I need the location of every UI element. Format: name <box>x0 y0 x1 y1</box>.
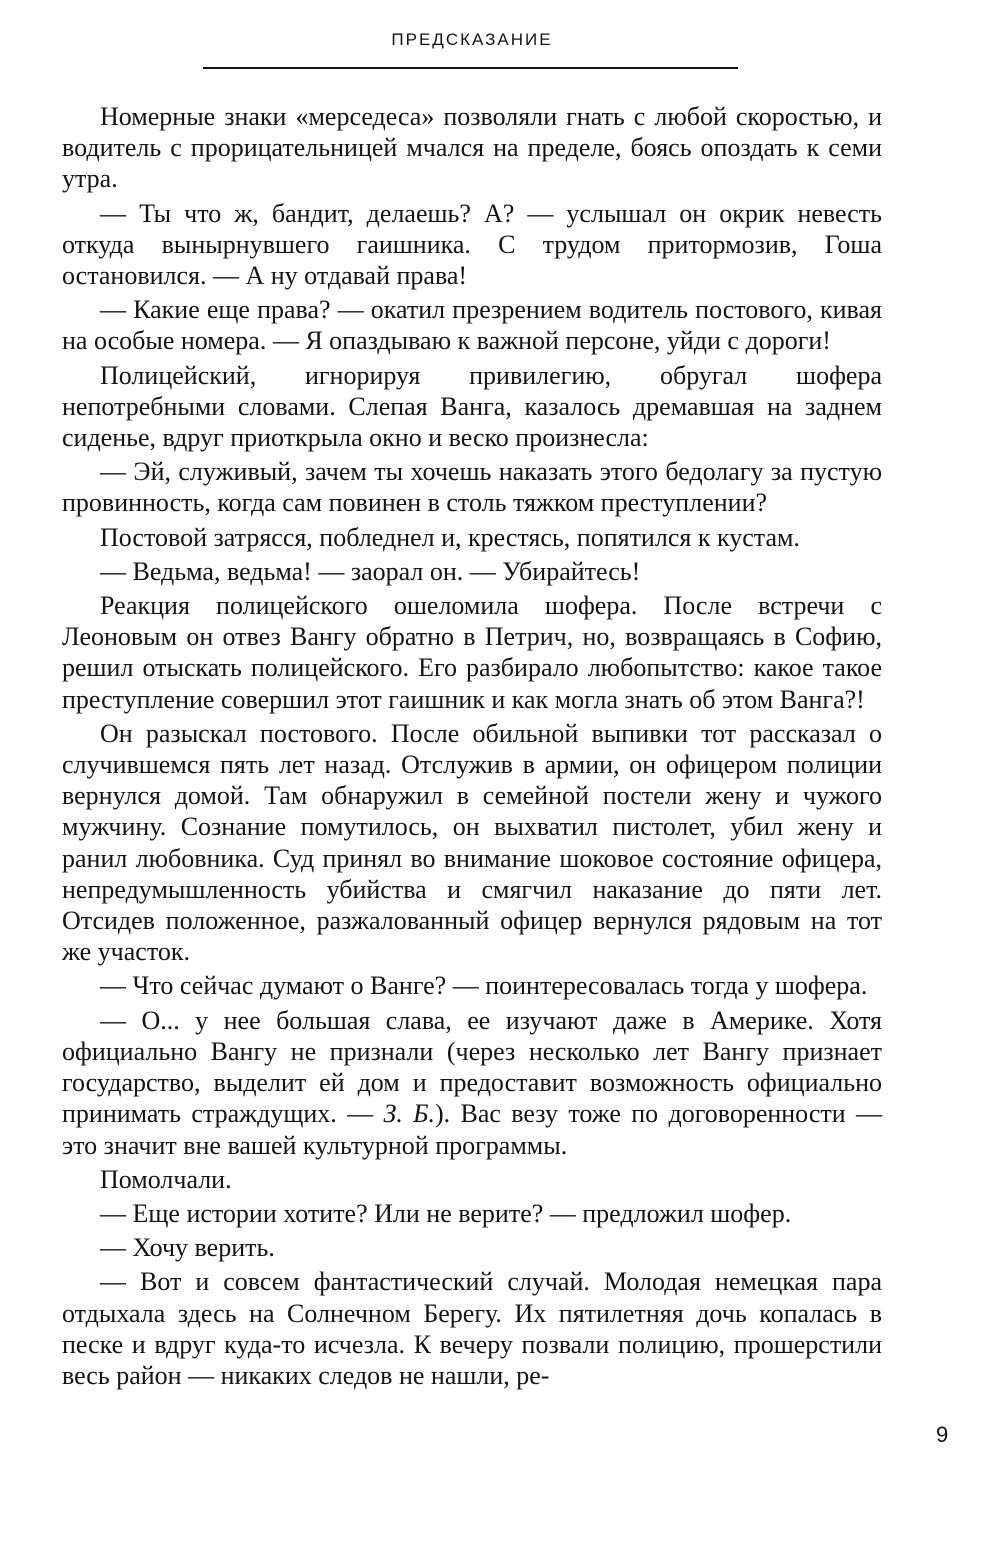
paragraph: Номерные знаки «мерседеса» позволяли гнать с любой скоростью, и водитель с прорицательницей мчался на пределе, боясь опоздать к семи утра. <box>62 102 882 194</box>
paragraph: Он разыскал постового. После обильной выпивки тот рассказал о случившемся пять лет назад. Отслужив в армии, он офицером полиции вернулся домой. Там обнаружил в семейной постели жену и чужого мужчину. Сознание помутилось, он выхватил пистолет, убил жену и ранил любовника. Суд принял во внимание шоковое состояние офицера, непредумышленность убийства и смягчил наказание до пяти лет. Отсидев положенное, разжалованный офицер вернулся рядовым на тот же участок. <box>62 718 882 967</box>
paragraph: — Ведьма, ведьма! — заорал он. — Убирайтесь! <box>100 556 641 586</box>
header-rule <box>203 67 738 69</box>
body-text <box>62 101 882 1394</box>
paragraph: — Эй, служивый, зачем ты хочешь наказать этого бедолагу за пустую провинность, когда сам повинен в столь тяжком преступлении? <box>62 457 882 518</box>
note-text-after: ). Вас везу тоже по договоренности — это значит вне вашей культурной программы. <box>62 1099 882 1160</box>
paragraph: — Что сейчас думают о Ванге? — поинтересовалась тогда у шофера. <box>100 971 868 1001</box>
paragraph: — Ты что ж, бандит, делаешь? А? — услышал он окрик невесть откуда вынырнувшего гаишника. С трудом притормозив, Гоша остановился. — А ну отдавай права! <box>62 198 882 291</box>
paragraph-with-editor-note <box>62 1005 882 1161</box>
paragraph: — Еще истории хотите? Или не верите? — предложил шофер. <box>100 1198 792 1228</box>
paragraph: Постовой затрясся, побледнел и, крестясь, попятился к кустам. <box>100 522 800 552</box>
paragraph: Полицейский, игнорируя привилегию, обругал шофера непотребными словами. Слепая Ванга, казалось дремавшая на заднем сиденье, вдруг приоткрыла окно и веско произнесла: <box>62 360 882 453</box>
running-title: ПРЕДСКАЗАНИЕ <box>391 30 553 49</box>
paragraph: — Хочу верить. <box>100 1233 275 1263</box>
editor-initials: З. Б. <box>383 1099 436 1129</box>
note-text-before: — О... у нее большая слава, ее изучают даже в Америке. Хотя официально Вангу не признали (через несколько лет Вангу признает государство, выделит ей дом и предоставит возможность официально принимать страждущих. — <box>62 1005 882 1129</box>
paragraph: — Вот и совсем фантастический случай. Молодая немецкая пара отдыхала здесь на Солнечном Берегу. Их пятилетняя дочь копалась в песке и вдруг куда-то исчезла. К вечеру позвали полицию, прошерстили весь район — никаких следов не нашли, ре- <box>62 1267 882 1390</box>
paragraph: Помолчали. <box>100 1164 232 1194</box>
page-number: 9 <box>936 1422 949 1447</box>
paragraph: Реакция полицейского ошеломила шофера. После встречи с Леоновым он отвез Вангу обратно в Петрич, но, возвращаясь в Софию, решил отыскать полицейского. Его разбирало любопытство: какое такое преступление совершил этот гаишник и как могла знать об этом Ванга?! <box>62 591 882 714</box>
paragraph: — Какие еще права? — окатил презрением водитель постового, кивая на особые номера. — Я опаздываю к важной персоне, уйди с дороги! <box>62 295 882 356</box>
